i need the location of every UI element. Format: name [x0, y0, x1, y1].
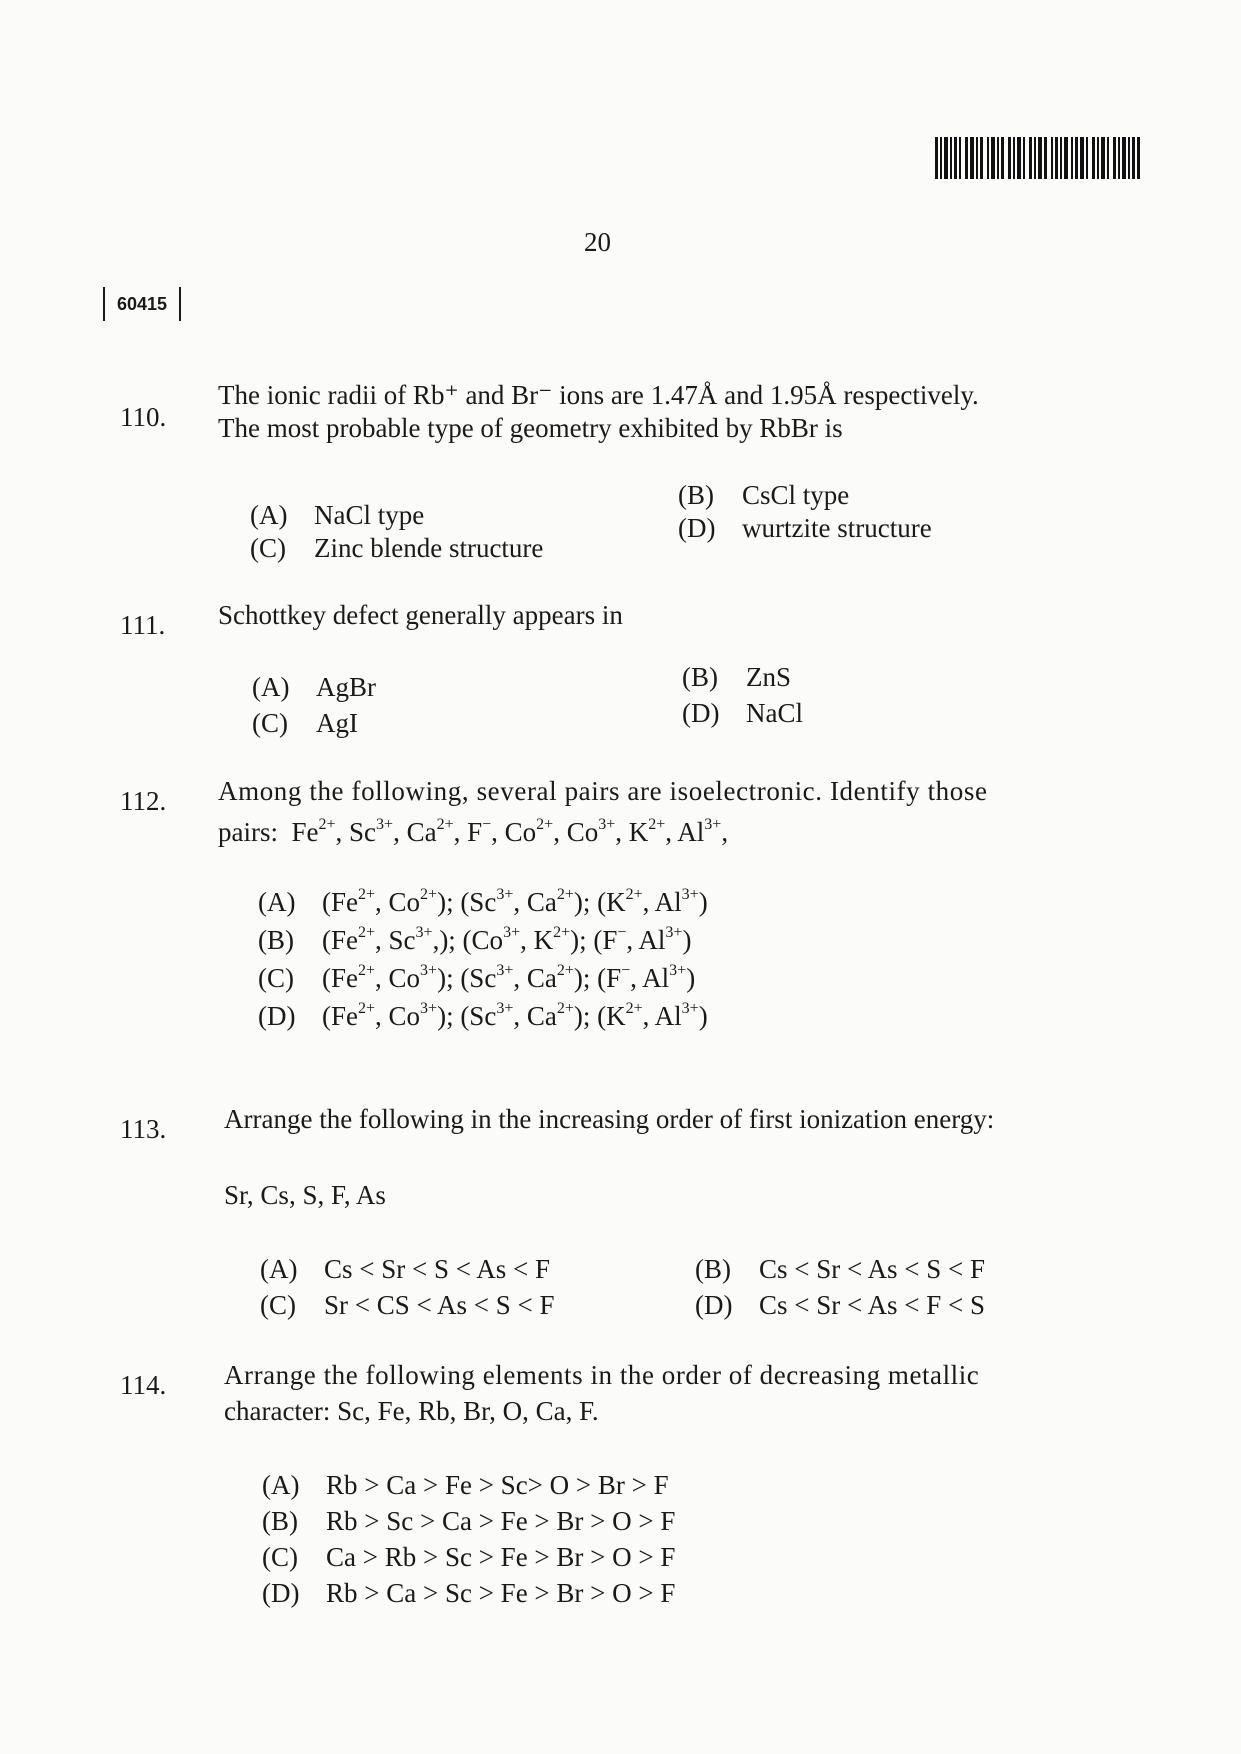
option-d[interactable] [258, 1001, 708, 1032]
option-text: ($Fe^{2+}$, $Co^{3+}$); ($Sc^{3+}$, $Ca^{2+}$); (F−, $Al^{3+}$) [322, 962, 696, 993]
option-a[interactable] [260, 1254, 550, 1285]
option-label: (D) [678, 513, 716, 543]
option-d[interactable] [262, 1578, 675, 1609]
question-text-line-2: Sr, Cs, S, F, As [224, 1180, 386, 1210]
question-number: 110. [120, 402, 167, 432]
option-text: ($Fe^{2+}$, $Co^{3+}$); ($Sc^{3+}$, $Ca^{2+}$); ($K^{2+}$, $Al^{3+}$) [322, 1000, 708, 1031]
option-label: (C) [260, 1290, 296, 1320]
option-label: (A) [250, 500, 288, 530]
option-c[interactable] [250, 533, 543, 564]
option-text: Rb > Sc > Ca > Fe > Br > O > F [326, 1506, 676, 1536]
question-text-line-2: pairs: $Fe^{2+}$, $Sc^{3+}$, $Ca^{2+}$, F−, $Co^{2+}$, $Co^{3+}$, $K^{2+}$, $Al^{3+}$, [218, 816, 729, 847]
option-c[interactable] [252, 708, 358, 739]
option-text: NaCl type [314, 500, 425, 530]
option-c[interactable] [260, 1290, 555, 1321]
question-text-line-1: Arrange the following elements in the order of decreasing metallic [224, 1360, 980, 1390]
option-text: ($Fe^{2+}$, $Co^{2+}$); ($Sc^{3+}$, $Ca^{2+}$); ($K^{2+}$, $Al^{3+}$) [322, 886, 708, 917]
option-label: (D) [682, 698, 720, 728]
option-label: (D) [258, 1001, 296, 1031]
option-b[interactable] [678, 480, 849, 511]
option-text: Cs < Sr < As < S < F [759, 1254, 985, 1284]
option-d[interactable] [682, 698, 803, 729]
question-text-line-1: Arrange the following in the increasing order of first ionization energy: [224, 1104, 995, 1134]
option-text: Cs < Sr < S < As < F [324, 1254, 550, 1284]
option-label: (B) [695, 1254, 731, 1284]
option-text: Rb > Ca > Sc > Fe > Br > O > F [326, 1578, 676, 1608]
option-label: (A) [252, 672, 290, 702]
option-label: (A) [258, 887, 296, 917]
option-label: (D) [262, 1578, 300, 1608]
option-label: (B) [258, 925, 294, 955]
option-label: (B) [262, 1506, 298, 1536]
option-b[interactable] [262, 1506, 675, 1537]
pairs-label: pairs: [218, 817, 278, 847]
option-c[interactable] [262, 1542, 675, 1573]
option-label: (C) [258, 963, 294, 993]
option-label: (C) [250, 533, 286, 563]
option-a[interactable] [262, 1470, 669, 1501]
option-text: ($Fe^{2+}$, $Sc^{3+}$,); ($Co^{3+}$, $K^{2+}$); (F−, $Al^{3+}$) [322, 924, 692, 955]
option-label: (A) [260, 1254, 298, 1284]
question-text-line-1: Schottkey defect generally appears in [218, 600, 623, 630]
question-text-line-1: Among the following, several pairs are isoelectronic. Identify those [218, 776, 988, 806]
page-number: 20 [584, 227, 611, 257]
question-number: 111. [120, 610, 166, 640]
option-d[interactable] [695, 1290, 985, 1321]
question-number: 112. [120, 786, 167, 816]
option-text: CsCl type [742, 480, 850, 510]
option-b[interactable] [695, 1254, 985, 1285]
option-text: Zinc blende structure [314, 533, 544, 563]
option-label: (C) [262, 1542, 298, 1572]
option-text: NaCl [746, 698, 803, 728]
option-text: Ca > Rb > Sc > Fe > Br > O > F [326, 1542, 676, 1572]
option-label: (A) [262, 1470, 300, 1500]
option-text: AgBr [316, 672, 376, 702]
option-text: Cs < Sr < As < F < S [759, 1290, 985, 1320]
option-text: ZnS [746, 662, 792, 692]
option-label: (B) [682, 662, 718, 692]
paper-code: 60415 [103, 287, 181, 321]
option-b[interactable] [682, 662, 791, 693]
option-d[interactable] [678, 513, 932, 544]
option-text: Rb > Ca > Fe > Sc> O > Br > F [326, 1470, 669, 1500]
option-text: wurtzite structure [742, 513, 932, 543]
option-c[interactable] [258, 963, 695, 994]
option-text: Sr < CS < As < S < F [324, 1290, 555, 1320]
question-text-line-2: character: Sc, Fe, Rb, Br, O, Ca, F. [224, 1396, 599, 1426]
barcode-icon [935, 137, 1140, 179]
option-label: (D) [695, 1290, 733, 1320]
option-label: (C) [252, 708, 288, 738]
option-text: AgI [316, 708, 358, 738]
option-a[interactable] [258, 887, 708, 918]
option-a[interactable] [252, 672, 376, 703]
question-text-line-2: The most probable type of geometry exhibited by RbBr is [218, 413, 843, 443]
option-label: (B) [678, 480, 714, 510]
option-b[interactable] [258, 925, 691, 956]
question-text-line-1: The ionic radii of Rb⁺ and Br⁻ ions are 1.47Å and 1.95Å respectively. [218, 380, 979, 410]
option-a[interactable] [250, 500, 424, 531]
question-number: 113. [120, 1114, 167, 1144]
question-number: 114. [120, 1370, 167, 1400]
